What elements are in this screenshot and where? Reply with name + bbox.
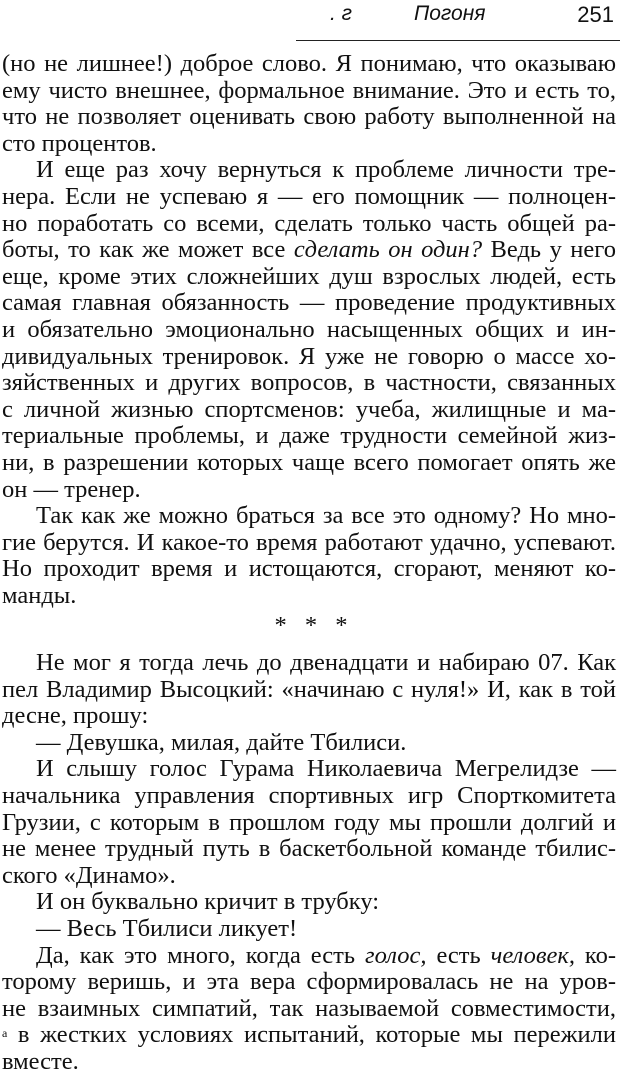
text-line: — Весь Тбилиси ликует!: [36, 915, 298, 942]
header-title: Погоня: [414, 2, 486, 25]
text-run: есть: [426, 941, 491, 969]
text-run: Да, как это много, когда есть: [36, 941, 366, 969]
text-line: ни, в разрешении которых чаще всего помогает опять же: [2, 448, 616, 476]
running-header: [0, 0, 620, 44]
text-line: ского «Динамо».: [2, 861, 176, 889]
text-line: Не мог я тогда лечь до двенадцати и набираю 07. Как: [36, 649, 616, 677]
header-rule: [296, 40, 620, 41]
text-line: Грузии, с которым в прошлом году мы прошли долгий и: [2, 808, 616, 836]
page-number: 251: [577, 2, 614, 27]
text-line: Но проходит время и истощаются, сгорают, меняют ко-: [2, 555, 616, 583]
text-run: в жестких условиях испытаний, которые мы пережили: [7, 1021, 616, 1049]
text-line: зяйственных и других вопросов, в частности, связанных: [2, 369, 616, 397]
text-line: начальника управления спортивных игр Спорткомитета: [2, 782, 616, 810]
page-body-text: [2, 51, 616, 1076]
italic-run: сделать он один?: [293, 236, 483, 264]
footnote-marker: а: [2, 1026, 8, 1041]
text-line: териальные проблемы, и даже трудности семейной жиз-: [2, 422, 616, 450]
text-line: еще, кроме этих сложнейших душ взрослых людей, есть: [2, 262, 616, 290]
text-line: [2, 943, 616, 970]
text-line: пел Владимир Высоцкий: «начинаю с нуля!» И, как в той: [2, 675, 616, 703]
text-line: — Девушка, милая, дайте Тбилиси.: [36, 728, 407, 756]
text-line: ему чисто внешнее, формальное внимание. Это и есть то,: [2, 76, 616, 104]
text-line: И он буквально кричит в трубку:: [36, 888, 380, 916]
text-line: но поработать со всеми, сделать только часть общей ра-: [2, 209, 616, 237]
header-mark: . г: [330, 2, 353, 25]
text-line: не менее трудный путь в баскетбольной команде тбилис-: [2, 835, 616, 863]
text-line: он — тренер.: [2, 475, 141, 503]
text-line: дивидуальных тренировок. Я уже не говорю о массе хо-: [2, 342, 616, 370]
text-line: вместе.: [2, 1047, 79, 1075]
text-run: ко-: [574, 941, 616, 969]
text-line: И слышу голос Гурама Николаевича Мегрелидзе —: [36, 755, 616, 783]
text-line: что не позволяет оценивать свою работу выполненной на: [2, 103, 616, 131]
text-line: гие берутся. И какое-то время работают удачно, успевают.: [2, 528, 616, 556]
text-run: боты, то как же может все: [2, 236, 294, 264]
text-line: И еще раз хочу вернуться к проблеме личности тре-: [36, 156, 616, 184]
italic-run: человек,: [490, 941, 575, 969]
text-line: нера. Если не успеваю я — его помощник — полноцен-: [2, 182, 616, 210]
text-line: самая главная обязанность — проведение продуктивных: [2, 289, 616, 317]
text-line: (но не лишнее!) доброе слово. Я понимаю, что оказываю: [2, 50, 616, 77]
text-line: [2, 237, 616, 264]
text-line: [2, 1022, 616, 1049]
text-line: Так как же можно браться за все это одному? Но мно-: [36, 502, 616, 530]
text-line: десне, прошу:: [2, 702, 149, 730]
italic-run: голос,: [365, 941, 427, 969]
text-line: торому веришь, и эта вера сформировалась не на уров-: [2, 968, 616, 996]
text-line: сто процентов.: [2, 129, 157, 157]
section-divider-asterisks: * * *: [274, 612, 354, 640]
text-line: не взаимных симпатий, так называемой совместимости,: [2, 994, 616, 1022]
text-line: с личной жизнью спортсменов: учеба, жилищные и ма-: [2, 395, 616, 423]
text-run: Ведь у него: [482, 236, 616, 264]
text-line: и обязательно эмоционально насыщенных общих и ин-: [2, 315, 616, 343]
text-line: манды.: [2, 581, 77, 609]
